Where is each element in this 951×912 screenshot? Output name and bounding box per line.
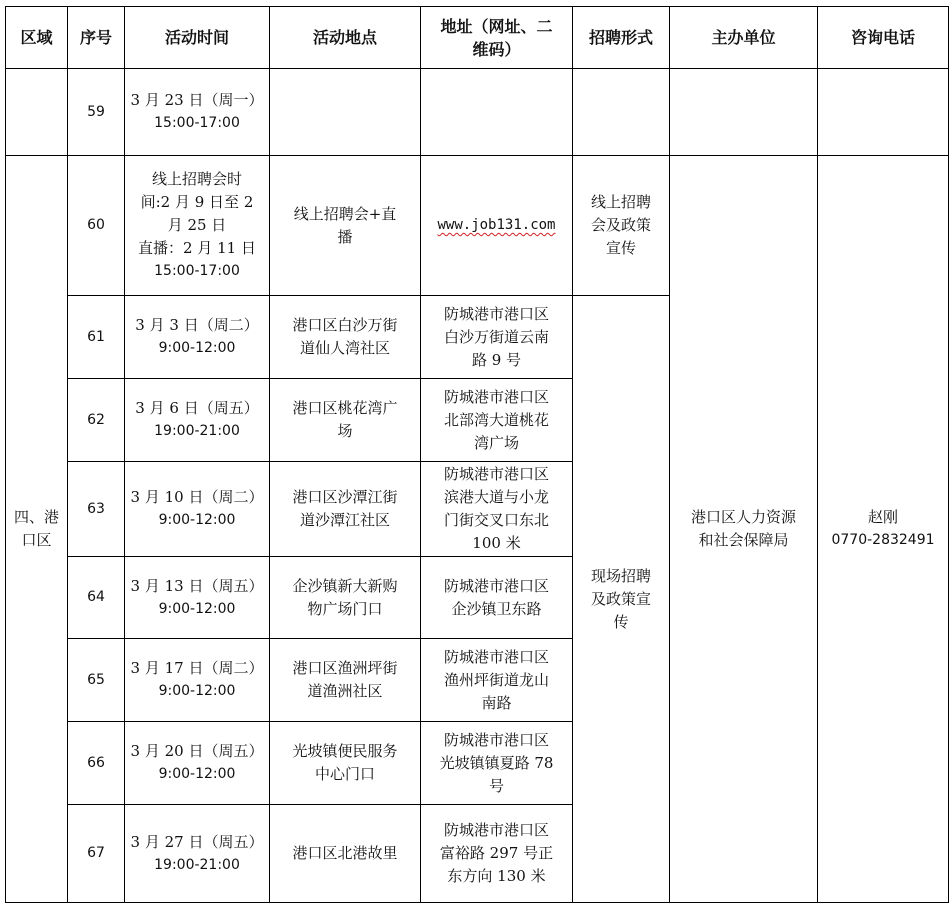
header-organizer: 主办单位 — [670, 7, 818, 69]
header-place: 活动地点 — [270, 7, 421, 69]
address-cell: 防城港市港口区 白沙万街道云南 路 9 号 — [421, 296, 573, 379]
address-cell-url[interactable] — [421, 156, 573, 296]
format-cell-onsite: 现场招聘 及政策宣 传 — [573, 296, 670, 903]
place-cell: 港口区沙潭江街 道沙潭江社区 — [270, 462, 421, 557]
time-cell: 3 月 27 日（周五） 19:00-21:00 — [125, 805, 270, 903]
address-cell: 防城港市港口区 光坡镇镇夏路 78 号 — [421, 722, 573, 805]
seq-cell: 66 — [68, 722, 125, 805]
seq-cell: 67 — [68, 805, 125, 903]
organizer-cell: 港口区人力资源 和社会保障局 — [670, 156, 818, 903]
format-cell-empty — [573, 69, 670, 156]
header-phone: 咨询电话 — [818, 7, 949, 69]
time-cell: 3 月 17 日（周二） 9:00-12:00 — [125, 639, 270, 722]
place-cell: 光坡镇便民服务 中心门口 — [270, 722, 421, 805]
place-cell: 线上招聘会+直 播 — [270, 156, 421, 296]
header-region: 区域 — [6, 7, 68, 69]
place-cell: 港口区桃花湾广 场 — [270, 379, 421, 462]
header-time: 活动时间 — [125, 7, 270, 69]
recruitment-schedule-table — [5, 6, 949, 903]
phone-cell-empty — [818, 69, 949, 156]
region-cell-empty — [6, 69, 68, 156]
place-cell: 港口区北港故里 — [270, 805, 421, 903]
place-cell: 企沙镇新大新购 物广场门口 — [270, 557, 421, 639]
seq-cell: 61 — [68, 296, 125, 379]
address-cell: 防城港市港口区 富裕路 297 号正 东方向 130 米 — [421, 805, 573, 903]
seq-cell: 59 — [68, 69, 125, 156]
seq-cell: 64 — [68, 557, 125, 639]
region-cell: 四、港 口区 — [6, 156, 68, 903]
place-cell: 港口区渔洲坪街 道渔洲社区 — [270, 639, 421, 722]
place-cell-empty — [270, 69, 421, 156]
time-cell: 线上招聘会时 间:2 月 9 日至 2 月 25 日 直播：2 月 11 日 15:00-17:00 — [125, 156, 270, 296]
address-cell-empty — [421, 69, 573, 156]
address-cell: 防城港市港口区 滨港大道与小龙 门街交叉口东北 100 米 — [421, 462, 573, 557]
phone-cell: 赵刚 0770-2832491 — [818, 156, 949, 903]
header-seq: 序号 — [68, 7, 125, 69]
seq-cell: 65 — [68, 639, 125, 722]
table-row — [6, 156, 949, 296]
seq-cell: 63 — [68, 462, 125, 557]
time-cell: 3 月 20 日（周五） 9:00-12:00 — [125, 722, 270, 805]
seq-cell: 62 — [68, 379, 125, 462]
place-cell: 港口区白沙万街 道仙人湾社区 — [270, 296, 421, 379]
format-cell-online: 线上招聘 会及政策 宣传 — [573, 156, 670, 296]
address-cell: 防城港市港口区 企沙镇卫东路 — [421, 557, 573, 639]
table-row — [6, 69, 949, 156]
time-cell: 3 月 6 日（周五） 19:00-21:00 — [125, 379, 270, 462]
header-address: 地址（网址、二 维码） — [421, 7, 573, 69]
time-cell: 3 月 23 日（周一） 15:00-17:00 — [125, 69, 270, 156]
seq-cell: 60 — [68, 156, 125, 296]
organizer-cell-empty — [670, 69, 818, 156]
header-row — [6, 7, 949, 69]
job-site-link[interactable]: www.job131.com — [437, 217, 556, 233]
address-cell: 防城港市港口区 北部湾大道桃花 湾广场 — [421, 379, 573, 462]
header-format: 招聘形式 — [573, 7, 670, 69]
time-cell: 3 月 3 日（周二） 9:00-12:00 — [125, 296, 270, 379]
address-cell: 防城港市港口区 渔州坪街道龙山 南路 — [421, 639, 573, 722]
time-cell: 3 月 13 日（周五） 9:00-12:00 — [125, 557, 270, 639]
time-cell: 3 月 10 日（周二） 9:00-12:00 — [125, 462, 270, 557]
